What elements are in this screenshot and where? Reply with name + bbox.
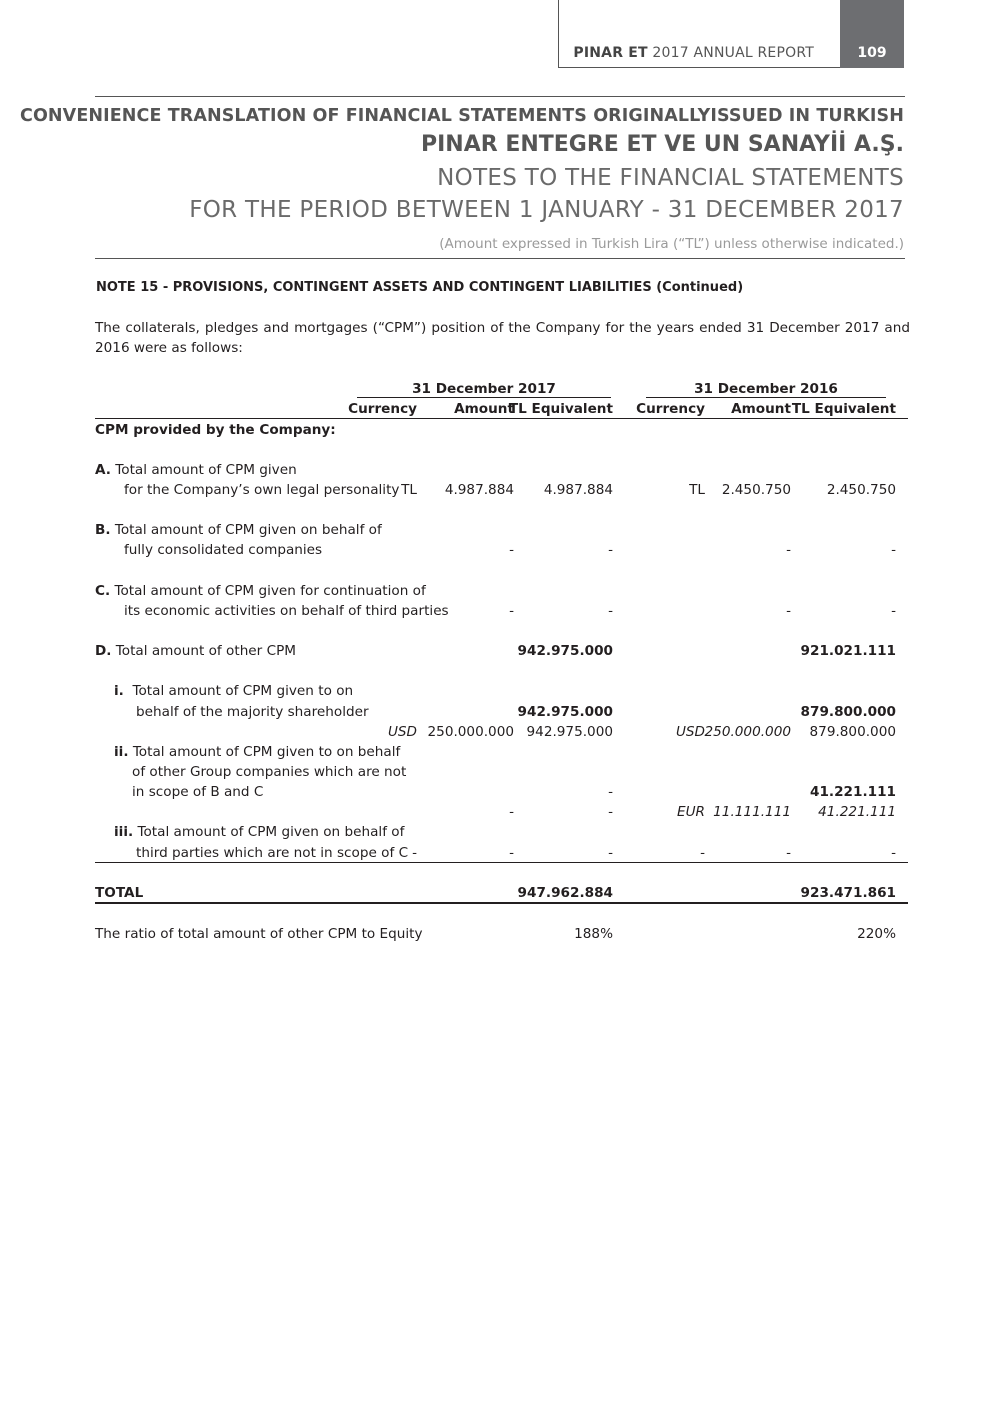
period-title: FOR THE PERIOD BETWEEN 1 JANUARY - 31 DECEMBER 2017 bbox=[189, 197, 904, 223]
note-title: NOTE 15 - PROVISIONS, CONTINGENT ASSETS AND CONTINGENT LIABILITIES (Continued) bbox=[96, 280, 744, 295]
col-amount-2017: Amount bbox=[454, 401, 514, 417]
row-diii-tl-2016: - bbox=[891, 845, 896, 861]
statement-title: NOTES TO THE FINANCIAL STATEMENTS bbox=[437, 165, 904, 191]
row-a-label-2: for the Company’s own legal personality bbox=[124, 482, 400, 498]
row-b-text-1: Total amount of CPM given on behalf of bbox=[114, 522, 382, 538]
row-dii-sub-amount-2017: - bbox=[509, 804, 514, 820]
row-c-tl-2016: - bbox=[891, 603, 896, 619]
row-c-amount-2016: - bbox=[786, 603, 791, 619]
row-diii-tl-2017: - bbox=[608, 845, 613, 861]
row-dii-sub-currency-2016: EUR bbox=[677, 804, 705, 820]
row-di-label-2: behalf of the majority shareholder bbox=[136, 704, 369, 720]
row-a-tl-2016: 2.450.750 bbox=[826, 482, 896, 498]
row-d-tl-2016: 921.021.111 bbox=[800, 643, 896, 659]
page-number-box bbox=[840, 0, 904, 68]
row-di-tl-2017: 942.975.000 bbox=[517, 704, 613, 720]
intro-paragraph: The collaterals, pledges and mortgages (“CPM”) position of the Company for the years ended 31 December 2017 and 2016 were as follows: bbox=[95, 320, 910, 356]
row-dii-sub-tl-2016: 41.221.111 bbox=[818, 804, 896, 820]
ratio-label: The ratio of total amount of other CPM to Equity bbox=[95, 926, 423, 942]
row-b-amount-2016: - bbox=[786, 542, 791, 558]
report-title: 2017 ANNUAL REPORT bbox=[652, 45, 814, 61]
row-a-text-1: Total amount of CPM given bbox=[115, 462, 297, 478]
row-dii-label-3: in scope of B and C bbox=[132, 784, 264, 800]
row-dii-numeral: ii. bbox=[114, 744, 129, 760]
total-tl-2017: 947.962.884 bbox=[517, 885, 613, 901]
row-b-tl-2016: - bbox=[891, 542, 896, 558]
row-d-text: Total amount of other CPM bbox=[115, 643, 296, 659]
ratio-2016: 220% bbox=[857, 926, 896, 942]
row-di-tl-2016: 879.800.000 bbox=[800, 704, 896, 720]
row-diii-currency-2017: - bbox=[412, 845, 417, 861]
header-rule-top bbox=[95, 96, 905, 97]
running-header bbox=[558, 0, 840, 68]
company-name: PINAR ENTEGRE ET VE UN SANAYİİ A.Ş. bbox=[420, 132, 904, 157]
row-di-sub-amount-2017: 250.000.000 bbox=[427, 724, 514, 740]
row-b-letter: B. bbox=[95, 522, 111, 538]
period-2017-underline bbox=[357, 397, 611, 398]
translation-notice: CONVENIENCE TRANSLATION OF FINANCIAL STATEMENTS ORIGINALLYISSUED IN TURKISH bbox=[20, 106, 904, 126]
row-d-label bbox=[95, 642, 296, 660]
row-dii-label-2: of other Group companies which are not bbox=[132, 764, 407, 780]
row-a-letter: A. bbox=[95, 462, 111, 478]
row-b-label-2: fully consolidated companies bbox=[124, 542, 323, 558]
row-b-tl-2017: - bbox=[608, 542, 613, 558]
total-label: TOTAL bbox=[95, 885, 144, 901]
period-2016-heading: 31 December 2016 bbox=[694, 381, 838, 397]
row-c-text-1: Total amount of CPM given for continuation of bbox=[114, 583, 426, 599]
row-dii-tl-2016: 41.221.111 bbox=[810, 784, 896, 800]
row-dii-sub-tl-2017: - bbox=[608, 804, 613, 820]
row-dii-text-1: Total amount of CPM given to on behalf bbox=[132, 744, 401, 760]
brand-name: PINAR ET bbox=[573, 45, 648, 61]
row-a-currency-2017: TL bbox=[401, 482, 417, 498]
col-amount-2016: Amount bbox=[731, 401, 791, 417]
col-currency-2017: Currency bbox=[348, 401, 417, 417]
row-a-label-1 bbox=[95, 461, 297, 479]
row-b-amount-2017: - bbox=[509, 542, 514, 558]
running-header-text bbox=[573, 45, 814, 61]
row-a-tl-2017: 4.987.884 bbox=[543, 482, 613, 498]
section-title: CPM provided by the Company: bbox=[95, 422, 336, 438]
row-c-amount-2017: - bbox=[509, 603, 514, 619]
period-2016-underline bbox=[646, 397, 886, 398]
table-header-rule bbox=[95, 418, 908, 419]
row-diii-currency-2016: - bbox=[700, 845, 705, 861]
row-di-sub-tl-2017: 942.975.000 bbox=[526, 724, 613, 740]
row-a-amount-2016: 2.450.750 bbox=[721, 482, 791, 498]
row-di-sub-amount-2016: 250.000.000 bbox=[704, 724, 791, 740]
row-di-label-1 bbox=[114, 682, 353, 700]
ratio-2017: 188% bbox=[574, 926, 613, 942]
row-di-text-1: Total amount of CPM given to on bbox=[132, 683, 354, 699]
period-2017-heading: 31 December 2017 bbox=[412, 381, 556, 397]
row-diii-amount-2017: - bbox=[509, 845, 514, 861]
row-a-amount-2017: 4.987.884 bbox=[444, 482, 514, 498]
header-rule-bottom bbox=[95, 258, 905, 259]
row-c-label-2: its economic activities on behalf of third parties bbox=[124, 603, 449, 619]
row-di-sub-currency-2016: USD bbox=[675, 724, 705, 740]
total-rule-bottom bbox=[95, 902, 908, 904]
row-c-letter: C. bbox=[95, 583, 111, 599]
row-di-numeral: i. bbox=[114, 683, 124, 699]
row-diii-text-1: Total amount of CPM given on behalf of bbox=[137, 824, 405, 840]
row-diii-numeral: iii. bbox=[114, 824, 134, 840]
row-di-sub-tl-2016: 879.800.000 bbox=[809, 724, 896, 740]
row-diii-label-2: third parties which are not in scope of C bbox=[136, 845, 409, 861]
total-tl-2016: 923.471.861 bbox=[800, 885, 896, 901]
row-dii-tl-2017: - bbox=[608, 784, 613, 800]
row-di-sub-currency-2017: USD bbox=[387, 724, 417, 740]
currency-note: (Amount expressed in Turkish Lira (“TL”) unless otherwise indicated.) bbox=[439, 236, 904, 252]
page-number: 109 bbox=[857, 45, 887, 61]
row-diii-amount-2016: - bbox=[786, 845, 791, 861]
row-diii-label-1 bbox=[114, 823, 404, 841]
row-c-label-1 bbox=[95, 582, 426, 600]
row-c-tl-2017: - bbox=[608, 603, 613, 619]
col-tl-2016: TL Equivalent bbox=[791, 401, 896, 417]
row-dii-sub-amount-2016: 11.111.111 bbox=[713, 804, 791, 820]
row-a-currency-2016: TL bbox=[689, 482, 705, 498]
row-d-letter: D. bbox=[95, 643, 112, 659]
row-dii-label-1 bbox=[114, 743, 400, 761]
row-d-tl-2017: 942.975.000 bbox=[517, 643, 613, 659]
row-b-label-1 bbox=[95, 521, 382, 539]
col-currency-2016: Currency bbox=[636, 401, 705, 417]
col-tl-2017: TL Equivalent bbox=[508, 401, 613, 417]
total-rule-top bbox=[95, 862, 908, 863]
